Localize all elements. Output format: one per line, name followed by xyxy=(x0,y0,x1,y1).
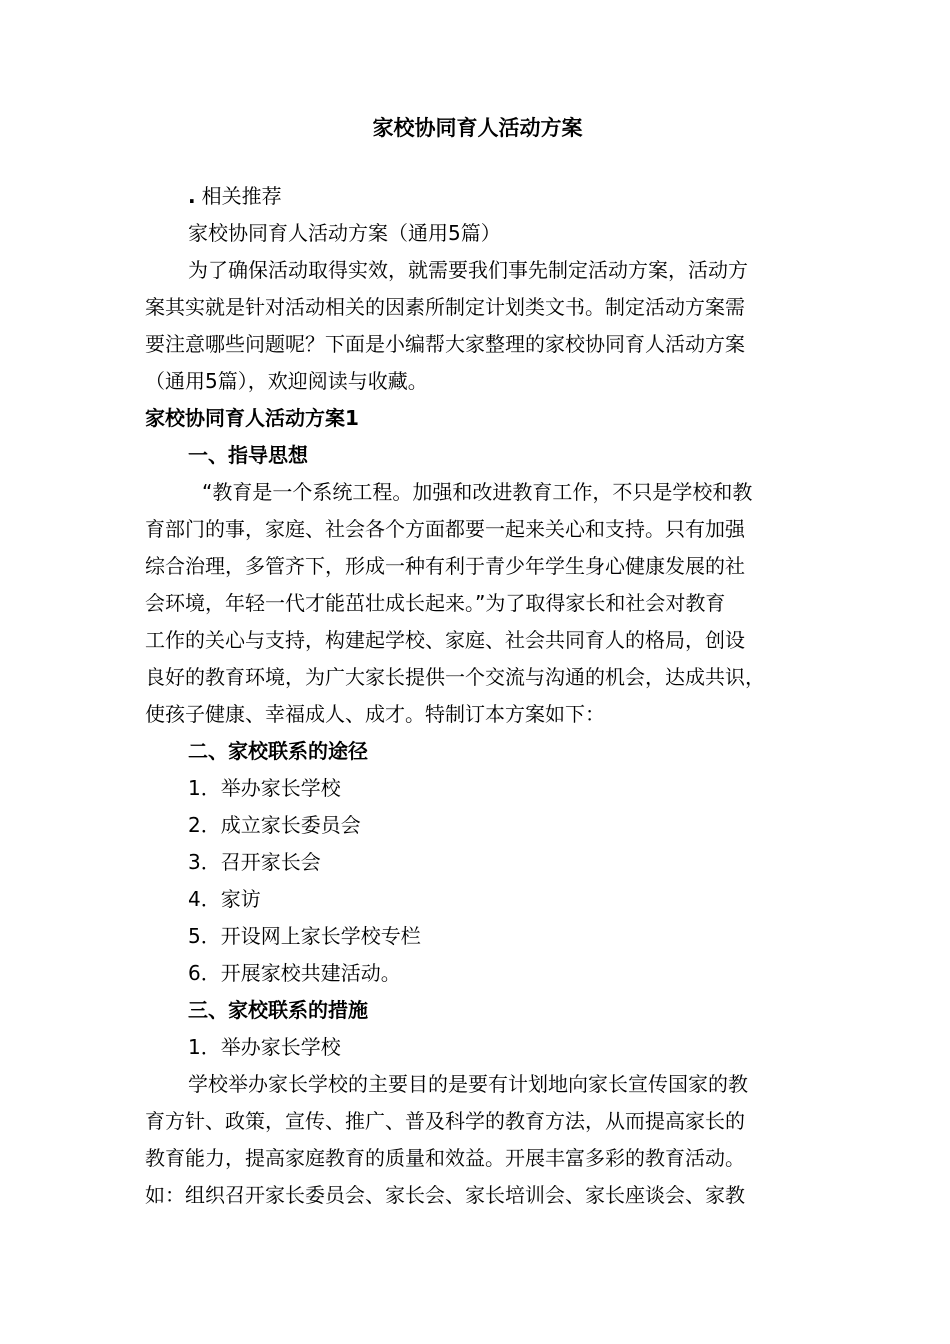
paragraph-line: 会环境，年轻一代才能茁壮成长起来。”为了取得家长和社会对教育 xyxy=(145,591,726,615)
document-title: 家校协同育人活动方案 xyxy=(372,116,583,140)
bullet-icon: . xyxy=(188,184,196,208)
paragraph-line: 为了确保活动取得实效，就需要我们事先制定活动方案，活动方 xyxy=(188,258,748,282)
paragraph-line: 教育能力，提高家庭教育的质量和效益。开展丰富多彩的教育活动。 xyxy=(145,1146,745,1170)
paragraph-line: 如：组织召开家长委员会、家长会、家长培训会、家长座谈会、家教 xyxy=(145,1183,745,1207)
paragraph-line: 学校举办家长学校的主要目的是要有计划地向家长宣传国家的教 xyxy=(188,1072,748,1096)
section-heading: 二、家校联系的途径 xyxy=(188,739,368,763)
plan-heading: 家校协同育人活动方案1 xyxy=(145,406,359,430)
related-label: 相关推荐 xyxy=(201,184,282,208)
list-item: 1．举办家长学校 xyxy=(188,1035,341,1059)
list-item: 6．开展家校共建活动。 xyxy=(188,961,401,985)
paragraph-line: 育部门的事，家庭、社会各个方面都要一起来关心和支持。只有加强 xyxy=(145,517,745,541)
section-heading: 三、家校联系的措施 xyxy=(188,998,368,1022)
paragraph-line: 综合治理，多管齐下，形成一种有利于青少年学生身心健康发展的社 xyxy=(145,554,745,578)
list-item: 5．开设网上家长学校专栏 xyxy=(188,924,421,948)
list-item: 1．举办家长学校 xyxy=(188,776,341,800)
paragraph-line: 良好的教育环境，为广大家长提供一个交流与沟通的机会，达成共识， xyxy=(145,665,765,689)
paragraph-line: 要注意哪些问题呢？下面是小编帮大家整理的家校协同育人活动方案 xyxy=(145,332,745,356)
list-item: 3．召开家长会 xyxy=(188,850,321,874)
related-heading xyxy=(145,178,810,215)
paragraph-line: 案其实就是针对活动相关的因素所制定计划类文书。制定活动方案需 xyxy=(145,295,745,319)
list-item: 4．家访 xyxy=(188,887,261,911)
paragraph-line: 工作的关心与支持，构建起学校、家庭、社会共同育人的格局，创设 xyxy=(145,628,745,652)
list-item: 2．成立家长委员会 xyxy=(188,813,361,837)
paragraph-line: “教育是一个系统工程。加强和改进教育工作，不只是学校和教 xyxy=(202,480,753,504)
section-heading: 一、指导思想 xyxy=(188,443,308,467)
related-link[interactable]: 家校协同育人活动方案（通用5篇） xyxy=(188,221,501,245)
paragraph-line: （通用5篇），欢迎阅读与收藏。 xyxy=(145,369,428,393)
document-page xyxy=(145,104,810,1214)
paragraph-line: 使孩子健康、幸福成人、成才。特制订本方案如下： xyxy=(145,702,605,726)
paragraph-line: 育方针、政策，宣传、推广、普及科学的教育方法，从而提高家长的 xyxy=(145,1109,745,1133)
